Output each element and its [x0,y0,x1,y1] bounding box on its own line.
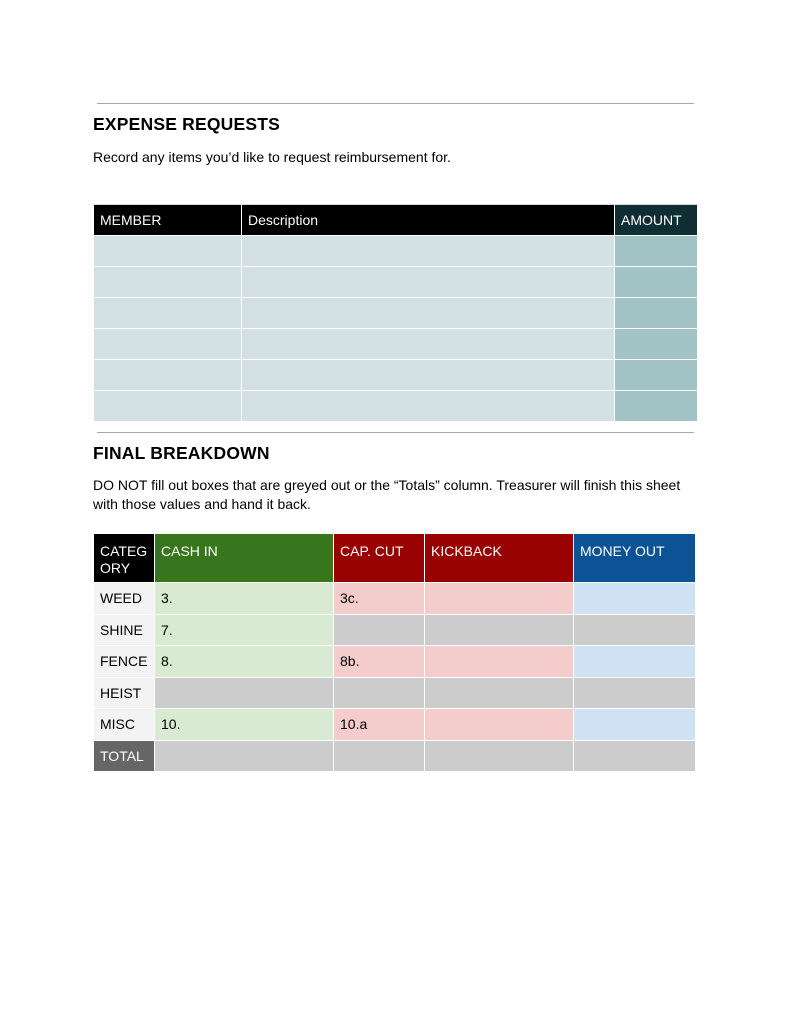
kickback-total-cell [425,740,574,772]
amount-column-header: AMOUNT [615,205,698,236]
description-cell[interactable] [242,391,615,422]
total-label-cell: TOTAL [94,740,155,772]
kickback-cell-greyed [425,614,574,646]
breakdown-row-weed [94,583,696,615]
breakdown-header-row [94,534,696,583]
kickback-column-header: KICKBACK [425,534,574,583]
expense-row [94,236,698,267]
cap-cut-cell-greyed [334,614,425,646]
description-cell[interactable] [242,329,615,360]
breakdown-row-misc [94,709,696,741]
cap-cut-cell[interactable]: 8b. [334,646,425,678]
category-column-header: CATEG ORY [94,534,155,583]
cap-cut-cell-greyed [334,677,425,709]
final-breakdown-instructions: DO NOT fill out boxes that are greyed out or the “Totals” column. Treasurer will finish this sheet with those values and hand it back. [93,477,681,512]
cap-cut-cell[interactable]: 3c. [334,583,425,615]
description-column-header: Description [242,205,615,236]
amount-cell[interactable] [615,391,698,422]
top-divider [97,103,694,104]
amount-cell[interactable] [615,329,698,360]
description-cell[interactable] [242,360,615,391]
description-cell[interactable] [242,236,615,267]
money-out-column-header: MONEY OUT [574,534,696,583]
amount-cell[interactable] [615,267,698,298]
cash-in-column-header: CASH IN [155,534,334,583]
cash-in-total-cell [155,740,334,772]
cash-in-cell[interactable]: 10. [155,709,334,741]
kickback-cell-greyed [425,677,574,709]
cash-in-cell[interactable]: 3. [155,583,334,615]
member-cell[interactable] [94,360,242,391]
final-breakdown-heading: FINAL BREAKDOWN [93,443,270,463]
expense-requests-heading: EXPENSE REQUESTS [93,114,281,134]
cash-in-cell-greyed [155,677,334,709]
member-cell[interactable] [94,329,242,360]
member-cell[interactable] [94,298,242,329]
category-cell: WEED [94,583,155,615]
breakdown-row-shine [94,614,696,646]
money-out-cell-greyed [574,677,696,709]
breakdown-row-heist [94,677,696,709]
category-cell: HEIST [94,677,155,709]
expense-header-row [94,205,698,236]
expense-row [94,329,698,360]
money-out-cell-greyed [574,614,696,646]
cap-cut-column-header: CAP. CUT [334,534,425,583]
expense-row [94,267,698,298]
kickback-cell[interactable] [425,583,574,615]
cap-cut-total-cell [334,740,425,772]
breakdown-row-total [94,740,696,772]
category-cell: SHINE [94,614,155,646]
money-out-cell[interactable] [574,646,696,678]
breakdown-table [93,533,696,772]
section-divider [97,432,694,433]
amount-cell[interactable] [615,360,698,391]
category-cell: FENCE [94,646,155,678]
member-cell[interactable] [94,391,242,422]
description-cell[interactable] [242,267,615,298]
expense-requests-instructions: Record any items you’d like to request reimbursement for. [93,149,451,165]
description-cell[interactable] [242,298,615,329]
amount-cell[interactable] [615,298,698,329]
member-cell[interactable] [94,267,242,298]
cap-cut-cell[interactable]: 10.a [334,709,425,741]
kickback-cell[interactable] [425,709,574,741]
category-cell: MISC [94,709,155,741]
money-out-total-cell [574,740,696,772]
money-out-cell[interactable] [574,709,696,741]
cash-in-cell[interactable]: 8. [155,646,334,678]
expense-row [94,360,698,391]
cash-in-cell[interactable]: 7. [155,614,334,646]
kickback-cell[interactable] [425,646,574,678]
expense-row [94,298,698,329]
amount-cell[interactable] [615,236,698,267]
member-column-header: MEMBER [94,205,242,236]
breakdown-row-fence [94,646,696,678]
expense-table [93,204,698,422]
member-cell[interactable] [94,236,242,267]
money-out-cell[interactable] [574,583,696,615]
expense-row [94,391,698,422]
